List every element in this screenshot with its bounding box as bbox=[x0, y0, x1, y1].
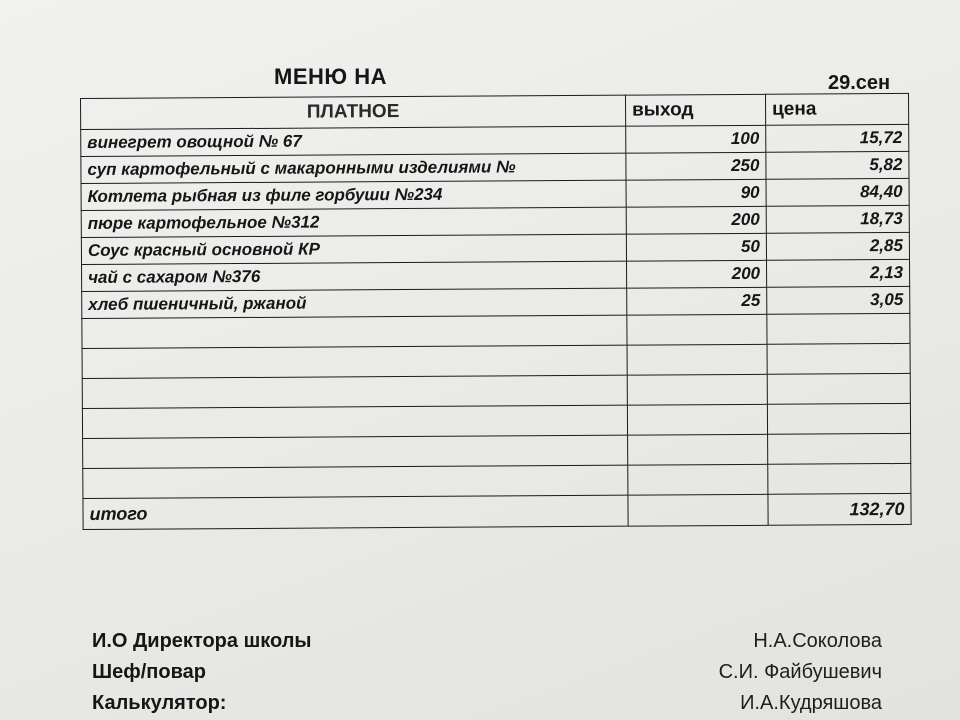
dish-price: 84,40 bbox=[766, 178, 909, 206]
dish-output: 90 bbox=[626, 179, 766, 207]
dish-price: 18,73 bbox=[766, 205, 909, 233]
dish-name: чай с сахаром №376 bbox=[82, 261, 627, 291]
signature-name: Н.А.Соколова bbox=[753, 630, 882, 652]
dish-name: Котлета рыбная из филе горбуши №234 bbox=[81, 180, 626, 210]
dish-price: 15,72 bbox=[766, 124, 909, 152]
dish-name: Соус красный основной КР bbox=[81, 234, 626, 264]
table-header-row bbox=[81, 93, 909, 129]
dish-price: 3,05 bbox=[767, 286, 910, 314]
column-header-output: выход bbox=[625, 94, 765, 126]
total-label: итого bbox=[83, 495, 628, 529]
signature-role: Калькулятор: bbox=[92, 692, 227, 714]
dish-name: пюре картофельное №312 bbox=[81, 207, 626, 237]
dish-name: винегрет овощной № 67 bbox=[81, 126, 626, 156]
dish-price: 2,85 bbox=[766, 232, 909, 260]
signature-name: И.А.Кудряшова bbox=[740, 692, 882, 714]
dish-name: хлеб пшеничный, ржаной bbox=[82, 288, 627, 318]
column-header-name: ПЛАТНОЕ bbox=[81, 95, 626, 129]
menu-title: МЕНЮ НА bbox=[274, 64, 387, 89]
dish-output: 25 bbox=[627, 287, 767, 315]
menu-date: 29.сен bbox=[828, 72, 891, 94]
signature-role: И.О Директора школы bbox=[92, 630, 312, 652]
column-header-price: цена bbox=[765, 93, 908, 125]
signature-block bbox=[92, 626, 882, 719]
dish-output: 200 bbox=[626, 206, 766, 234]
menu-table bbox=[80, 93, 912, 530]
total-price: 132,70 bbox=[768, 493, 911, 525]
signature-row bbox=[92, 626, 882, 657]
signature-row bbox=[92, 657, 882, 688]
total-row bbox=[83, 493, 911, 529]
dish-output: 200 bbox=[627, 260, 767, 288]
dish-output: 50 bbox=[626, 233, 766, 261]
dish-output: 100 bbox=[626, 125, 766, 153]
dish-output: 250 bbox=[626, 152, 766, 180]
total-output bbox=[628, 494, 768, 526]
dish-name: суп картофельный с макаронными изделиями № bbox=[81, 153, 626, 183]
signature-row bbox=[92, 688, 882, 719]
signature-role: Шеф/повар bbox=[92, 661, 206, 683]
dish-price: 2,13 bbox=[767, 259, 910, 287]
signature-name: С.И. Файбушевич bbox=[718, 661, 882, 683]
dish-price: 5,82 bbox=[766, 151, 909, 179]
